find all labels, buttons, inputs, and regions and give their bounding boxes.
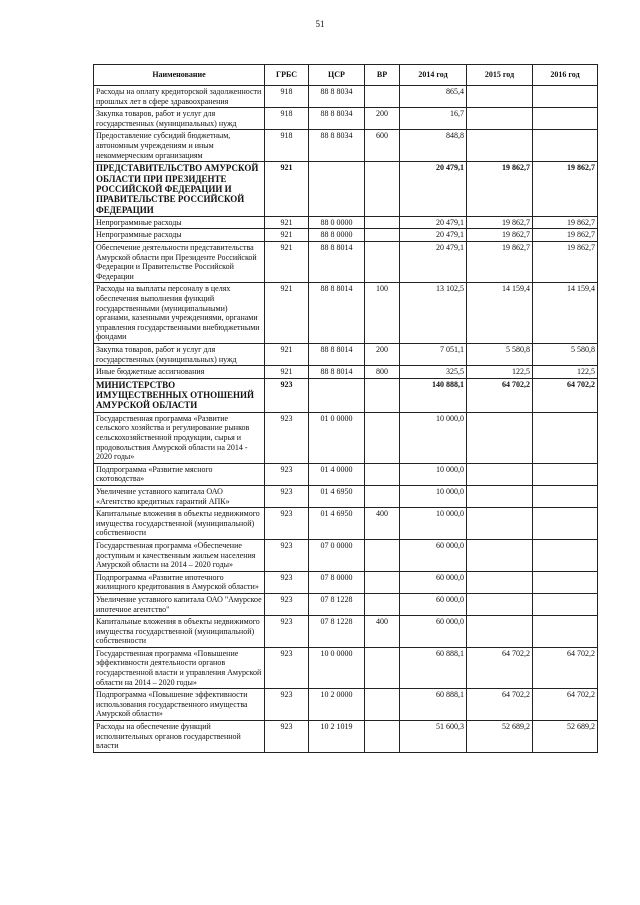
cell-2014: 848,8 — [400, 130, 467, 162]
cell-vr — [365, 216, 400, 229]
cell-grbs: 921 — [265, 229, 309, 242]
cell-2016 — [533, 485, 598, 507]
cell-grbs: 921 — [265, 216, 309, 229]
cell-2014: 51 600,3 — [400, 721, 467, 753]
cell-2016 — [533, 86, 598, 108]
cell-csr: 07 8 0000 — [309, 571, 365, 593]
cell-csr: 10 2 0000 — [309, 689, 365, 721]
cell-name: Закупка товаров, работ и услуг для государственных (муниципальных) нужд — [94, 344, 265, 366]
cell-2014: 140 888,1 — [400, 378, 467, 412]
cell-2015: 64 702,2 — [467, 689, 533, 721]
table-row — [94, 485, 598, 507]
cell-2014: 20 479,1 — [400, 162, 467, 217]
cell-name: Капитальные вложения в объекты недвижимого имущества государственной (муниципальной) собственности — [94, 508, 265, 540]
cell-vr — [365, 162, 400, 217]
cell-grbs: 918 — [265, 86, 309, 108]
cell-name: Государственная программа «Повышение эффективности деятельности органов государственной власти и управления Амурской области на 2014 – 2020 годы» — [94, 647, 265, 688]
cell-name: Государственная программа «Обеспечение доступным и качественным жильем населения Амурской области на 2014 – 2020 годы» — [94, 539, 265, 571]
cell-2015: 5 580,8 — [467, 344, 533, 366]
cell-name: Непрограммные расходы — [94, 229, 265, 242]
table-row — [94, 412, 598, 463]
cell-csr: 88 8 8034 — [309, 86, 365, 108]
cell-2015: 64 702,2 — [467, 378, 533, 412]
cell-grbs: 923 — [265, 721, 309, 753]
cell-grbs: 923 — [265, 689, 309, 721]
cell-grbs: 923 — [265, 571, 309, 593]
cell-2014: 20 479,1 — [400, 216, 467, 229]
cell-2016: 19 862,7 — [533, 216, 598, 229]
cell-grbs: 923 — [265, 463, 309, 485]
cell-name: Предоставление субсидий бюджетным, автономным учреждениям и иным некоммерческим организациям — [94, 130, 265, 162]
cell-vr — [365, 593, 400, 615]
cell-2014: 865,4 — [400, 86, 467, 108]
cell-csr: 88 8 8014 — [309, 283, 365, 344]
cell-csr: 07 8 1228 — [309, 593, 365, 615]
table-row — [94, 216, 598, 229]
table-header-row — [94, 65, 598, 86]
cell-vr: 400 — [365, 616, 400, 648]
cell-name: Подпрограмма «Развитие мясного скотоводства» — [94, 463, 265, 485]
cell-2014: 10 000,0 — [400, 508, 467, 540]
cell-grbs: 921 — [265, 242, 309, 283]
cell-2016: 14 159,4 — [533, 283, 598, 344]
cell-csr: 88 8 8014 — [309, 366, 365, 379]
cell-vr: 600 — [365, 130, 400, 162]
cell-grbs: 923 — [265, 485, 309, 507]
cell-2015: 14 159,4 — [467, 283, 533, 344]
cell-name: Подпрограмма «Повышение эффективности использования государственного имущества Амурской области» — [94, 689, 265, 721]
cell-grbs: 923 — [265, 539, 309, 571]
header-2015: 2015 год — [467, 65, 533, 86]
table-row — [94, 689, 598, 721]
cell-vr: 200 — [365, 108, 400, 130]
cell-name: Расходы на оплату кредиторской задолженности прошлых лет в сфере здравоохранения — [94, 86, 265, 108]
cell-2015 — [467, 485, 533, 507]
budget-table — [93, 64, 598, 753]
cell-2016: 122,5 — [533, 366, 598, 379]
cell-2014: 16,7 — [400, 108, 467, 130]
table-row — [94, 616, 598, 648]
cell-name: Закупка товаров, работ и услуг для государственных (муниципальных) нужд — [94, 108, 265, 130]
cell-name: Увеличение уставного капитала ОАО "Амурское ипотечное агентство" — [94, 593, 265, 615]
table-row — [94, 242, 598, 283]
cell-vr — [365, 647, 400, 688]
cell-2014: 325,5 — [400, 366, 467, 379]
cell-2015 — [467, 463, 533, 485]
cell-2015 — [467, 130, 533, 162]
cell-2015: 64 702,2 — [467, 647, 533, 688]
cell-grbs: 921 — [265, 366, 309, 379]
cell-vr — [365, 229, 400, 242]
cell-2016: 64 702,2 — [533, 647, 598, 688]
cell-2014: 13 102,5 — [400, 283, 467, 344]
header-grbs: ГРБС — [265, 65, 309, 86]
header-csr: ЦСР — [309, 65, 365, 86]
cell-name: Расходы на выплаты персоналу в целях обеспечения выполнения функций государственными (муниципальными) органами, казенными учреждениями, органами управления государственными внебюджетными фондами — [94, 283, 265, 344]
cell-2016 — [533, 130, 598, 162]
cell-2014: 60 888,1 — [400, 647, 467, 688]
cell-name: Иные бюджетные ассигнования — [94, 366, 265, 379]
cell-name: Обеспечение деятельности представительства Амурской области при Президенте Российской Федерации и Правительстве Российской Федерации — [94, 242, 265, 283]
cell-vr — [365, 463, 400, 485]
cell-csr — [309, 162, 365, 217]
cell-2016 — [533, 616, 598, 648]
cell-csr: 07 0 0000 — [309, 539, 365, 571]
cell-2016 — [533, 108, 598, 130]
cell-2014: 60 000,0 — [400, 539, 467, 571]
cell-csr: 88 8 8034 — [309, 130, 365, 162]
cell-2016: 64 702,2 — [533, 378, 598, 412]
cell-vr — [365, 721, 400, 753]
cell-2016: 52 689,2 — [533, 721, 598, 753]
cell-2015 — [467, 539, 533, 571]
table-row — [94, 86, 598, 108]
cell-2016: 19 862,7 — [533, 229, 598, 242]
cell-grbs: 921 — [265, 162, 309, 217]
cell-name: Увеличение уставного капитала ОАО «Агентство кредитных гарантий АПК» — [94, 485, 265, 507]
cell-2015: 52 689,2 — [467, 721, 533, 753]
table-row — [94, 229, 598, 242]
cell-csr: 07 8 1228 — [309, 616, 365, 648]
cell-2014: 60 000,0 — [400, 593, 467, 615]
cell-2016 — [533, 412, 598, 463]
cell-vr — [365, 539, 400, 571]
cell-vr — [365, 242, 400, 283]
cell-grbs: 923 — [265, 412, 309, 463]
cell-2016 — [533, 571, 598, 593]
cell-2015 — [467, 593, 533, 615]
cell-csr: 88 8 8014 — [309, 242, 365, 283]
table-row — [94, 508, 598, 540]
cell-2015 — [467, 86, 533, 108]
table-row — [94, 378, 598, 412]
cell-2015 — [467, 108, 533, 130]
table-row — [94, 593, 598, 615]
cell-csr: 10 0 0000 — [309, 647, 365, 688]
table-row — [94, 539, 598, 571]
cell-2015: 19 862,7 — [467, 242, 533, 283]
cell-name: Капитальные вложения в объекты недвижимого имущества государственной (муниципальной) собственности — [94, 616, 265, 648]
header-vr: ВР — [365, 65, 400, 86]
table-row — [94, 647, 598, 688]
header-2016: 2016 год — [533, 65, 598, 86]
cell-grbs: 923 — [265, 647, 309, 688]
cell-csr: 01 4 6950 — [309, 485, 365, 507]
cell-csr: 01 0 0000 — [309, 412, 365, 463]
cell-2014: 10 000,0 — [400, 463, 467, 485]
cell-vr: 100 — [365, 283, 400, 344]
cell-grbs: 923 — [265, 378, 309, 412]
cell-2016: 64 702,2 — [533, 689, 598, 721]
cell-2016 — [533, 539, 598, 571]
cell-csr: 10 2 1019 — [309, 721, 365, 753]
cell-grbs: 918 — [265, 130, 309, 162]
cell-2016 — [533, 508, 598, 540]
cell-vr: 200 — [365, 344, 400, 366]
cell-2016 — [533, 463, 598, 485]
cell-vr — [365, 86, 400, 108]
cell-vr: 800 — [365, 366, 400, 379]
cell-2015: 19 862,7 — [467, 229, 533, 242]
cell-name: Подпрограмма «Развитие ипотечного жилищного кредитования в Амурской области» — [94, 571, 265, 593]
cell-name: Государственная программа «Развитие сельского хозяйства и регулирование рынков сельскохозяйственной продукции, сырья и продовольствия Амурской области на 2014 - 2020 годы» — [94, 412, 265, 463]
cell-2014: 60 000,0 — [400, 616, 467, 648]
cell-name: МИНИСТЕРСТВО ИМУЩЕСТВЕННЫХ ОТНОШЕНИЙ АМУРСКОЙ ОБЛАСТИ — [94, 378, 265, 412]
cell-2015: 122,5 — [467, 366, 533, 379]
header-name: Наименование — [94, 65, 265, 86]
header-2014: 2014 год — [400, 65, 467, 86]
cell-2015 — [467, 508, 533, 540]
cell-grbs: 923 — [265, 593, 309, 615]
cell-vr — [365, 412, 400, 463]
cell-2015 — [467, 571, 533, 593]
cell-grbs: 921 — [265, 283, 309, 344]
cell-csr: 88 8 8034 — [309, 108, 365, 130]
table-body — [94, 86, 598, 753]
cell-2015: 19 862,7 — [467, 162, 533, 217]
cell-csr: 01 4 6950 — [309, 508, 365, 540]
cell-name: ПРЕДСТАВИТЕЛЬСТВО АМУРСКОЙ ОБЛАСТИ ПРИ ПРЕЗИДЕНТЕ РОССИЙСКОЙ ФЕДЕРАЦИИ И ПРАВИТЕЛЬСТВЕ РОССИЙСКОЙ ФЕДЕРАЦИИ — [94, 162, 265, 217]
cell-name: Расходы на обеспечение функций исполнительных органов государственной власти — [94, 721, 265, 753]
page-number: 51 — [315, 19, 325, 29]
table-row — [94, 571, 598, 593]
cell-2016: 5 580,8 — [533, 344, 598, 366]
cell-2015 — [467, 616, 533, 648]
cell-2016: 19 862,7 — [533, 162, 598, 217]
cell-grbs: 918 — [265, 108, 309, 130]
cell-grbs: 921 — [265, 344, 309, 366]
cell-2014: 20 479,1 — [400, 229, 467, 242]
cell-vr — [365, 378, 400, 412]
table-row — [94, 108, 598, 130]
cell-csr — [309, 378, 365, 412]
cell-2015: 19 862,7 — [467, 216, 533, 229]
cell-grbs: 923 — [265, 616, 309, 648]
cell-2014: 60 000,0 — [400, 571, 467, 593]
table-row — [94, 463, 598, 485]
cell-2014: 7 051,1 — [400, 344, 467, 366]
table-row — [94, 283, 598, 344]
table-row — [94, 162, 598, 217]
cell-csr: 88 8 8014 — [309, 344, 365, 366]
table-row — [94, 721, 598, 753]
cell-vr: 400 — [365, 508, 400, 540]
cell-2016: 19 862,7 — [533, 242, 598, 283]
table-row — [94, 366, 598, 379]
cell-2014: 10 000,0 — [400, 485, 467, 507]
table-row — [94, 344, 598, 366]
cell-name: Непрограммные расходы — [94, 216, 265, 229]
cell-csr: 88 8 0000 — [309, 229, 365, 242]
table-row — [94, 130, 598, 162]
cell-2014: 10 000,0 — [400, 412, 467, 463]
cell-2016 — [533, 593, 598, 615]
cell-vr — [365, 571, 400, 593]
cell-2015 — [467, 412, 533, 463]
cell-vr — [365, 689, 400, 721]
cell-csr: 01 4 0000 — [309, 463, 365, 485]
cell-grbs: 923 — [265, 508, 309, 540]
cell-2014: 60 888,1 — [400, 689, 467, 721]
cell-vr — [365, 485, 400, 507]
cell-2014: 20 479,1 — [400, 242, 467, 283]
cell-csr: 88 0 0000 — [309, 216, 365, 229]
